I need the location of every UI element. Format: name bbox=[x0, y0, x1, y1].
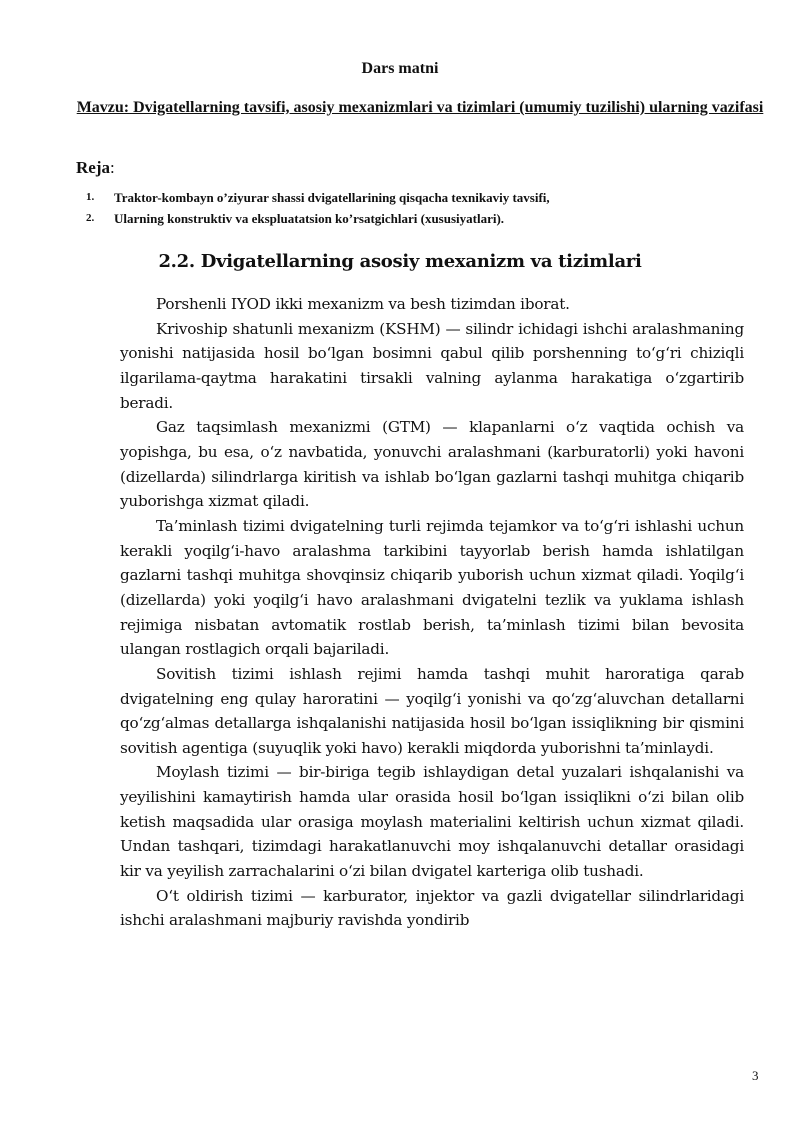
section-heading: 2.2. Dvigatellarning asosiy mexanizm va tizimlari bbox=[158, 251, 642, 272]
body-paragraph: Gaz taqsimlash mexanizmi (GTM) — klapanlarni o‘z vaqtida ochish va yopishga, bu esa, o‘z navbatida, yonuvchi aralashmani (karburatorli) yoki havoni (dizellarda) silindrlarga kiritish va ishlab bo‘lgan gazlarni tashqi muhitga chiqarib yuborishga xizmat qiladi. bbox=[120, 418, 744, 511]
plan-item-number: 1. bbox=[86, 191, 95, 203]
document-title: Dars matni bbox=[361, 60, 439, 77]
plan-item-text: Ularning konstruktiv va ekspluatatsion ko’rsatgichlari (xususiyatlari). bbox=[114, 211, 505, 226]
plan-item-text: Traktor-kombayn o’ziyurar shassi dvigatellarining qisqacha texnikaviy tavsifi, bbox=[114, 190, 550, 205]
body-paragraph: Moylash tizimi — bir-biriga tegib ishlaydigan detal yuzalari ishqalanishi va yeyilishini kamaytirish hamda ular orasida hosil bo‘lgan issiqlikni o‘zi bilan olib ketish maqsadida ular orasiga moylash materialini keltirish uchun xizmat qiladi. Undan tashqari, tizimdagi harakatlanuvchi moy ishqalanuvchi detallar orasidagi kir va yeyilish zarrachalarini o‘zi bilan dvigatel karteriga olib tushadi. bbox=[120, 763, 744, 881]
section-body bbox=[120, 292, 744, 933]
plan-list bbox=[86, 187, 550, 229]
topic-line: Mavzu: Dvigatellarning tavsifi, asosiy mexanizmlari va tizimlari (umumiy tuzilishi) ularning vazifasi bbox=[76, 99, 764, 116]
plan-label-text: Reja bbox=[76, 158, 110, 177]
body-paragraph: Krivoship shatunli mexanizm (KSHM) — silindr ichidagi ishchi aralashmaning yonishi natijasida hosil bo‘lgan bosimni qabul qilib porshenning to‘g‘ri chiziqli ilgarilama-qaytma harakatini tirsakli valning aylanma harakatiga o‘zgartirib beradi. bbox=[120, 319, 744, 412]
plan-label-colon: : bbox=[109, 158, 115, 177]
body-paragraph: O‘t oldirish tizimi — karburator, injektor va gazli dvigatellar silindrlaridagi ishchi aralashmani majburiy ravishda yondirib bbox=[120, 886, 744, 930]
page-number: 3 bbox=[752, 1068, 759, 1083]
body-paragraph: Sovitish tizimi ishlash rejimi hamda tashqi muhit haroratiga qarab dvigatelning eng qulay haroratini — yoqilg‘i yonishi va qo‘zg‘aluvchan detallarni qo‘zg‘almas detallarga ishqalanishi natijasida hosil bo‘lgan issiqlikning bir qismini sovitish agentiga (suyuqlik yoki havo) kerakli miqdorda yuborishni ta’minlaydi. bbox=[120, 664, 744, 757]
plan-item-number: 2. bbox=[86, 212, 95, 224]
plan-label bbox=[76, 158, 115, 178]
plan-item bbox=[86, 187, 550, 208]
body-paragraph: Ta’minlash tizimi dvigatelning turli rejimda tejamkor va to‘g‘ri ishlashi uchun kerakli yoqilg‘i-havo aralashma tarkibini tayyorlab berish hamda ishlatilgan gazlarni tashqi muhitga shovqinsiz chiqarib yuborish uchun xizmat qiladi. Yoqilg‘i (dizellarda) yoki yoqilg‘i havo aralashmani dvigatelni tezlik va yuklama ishlash rejimiga nisbatan avtomatik rostlab berish, ta’minlash tizimi bilan bevosita ulangan rostlagich orqali bajariladi. bbox=[120, 516, 744, 659]
plan-item bbox=[86, 208, 550, 229]
body-paragraph: Porshenli IYOD ikki mexanizm va besh tizimdan iborat. bbox=[156, 295, 570, 313]
